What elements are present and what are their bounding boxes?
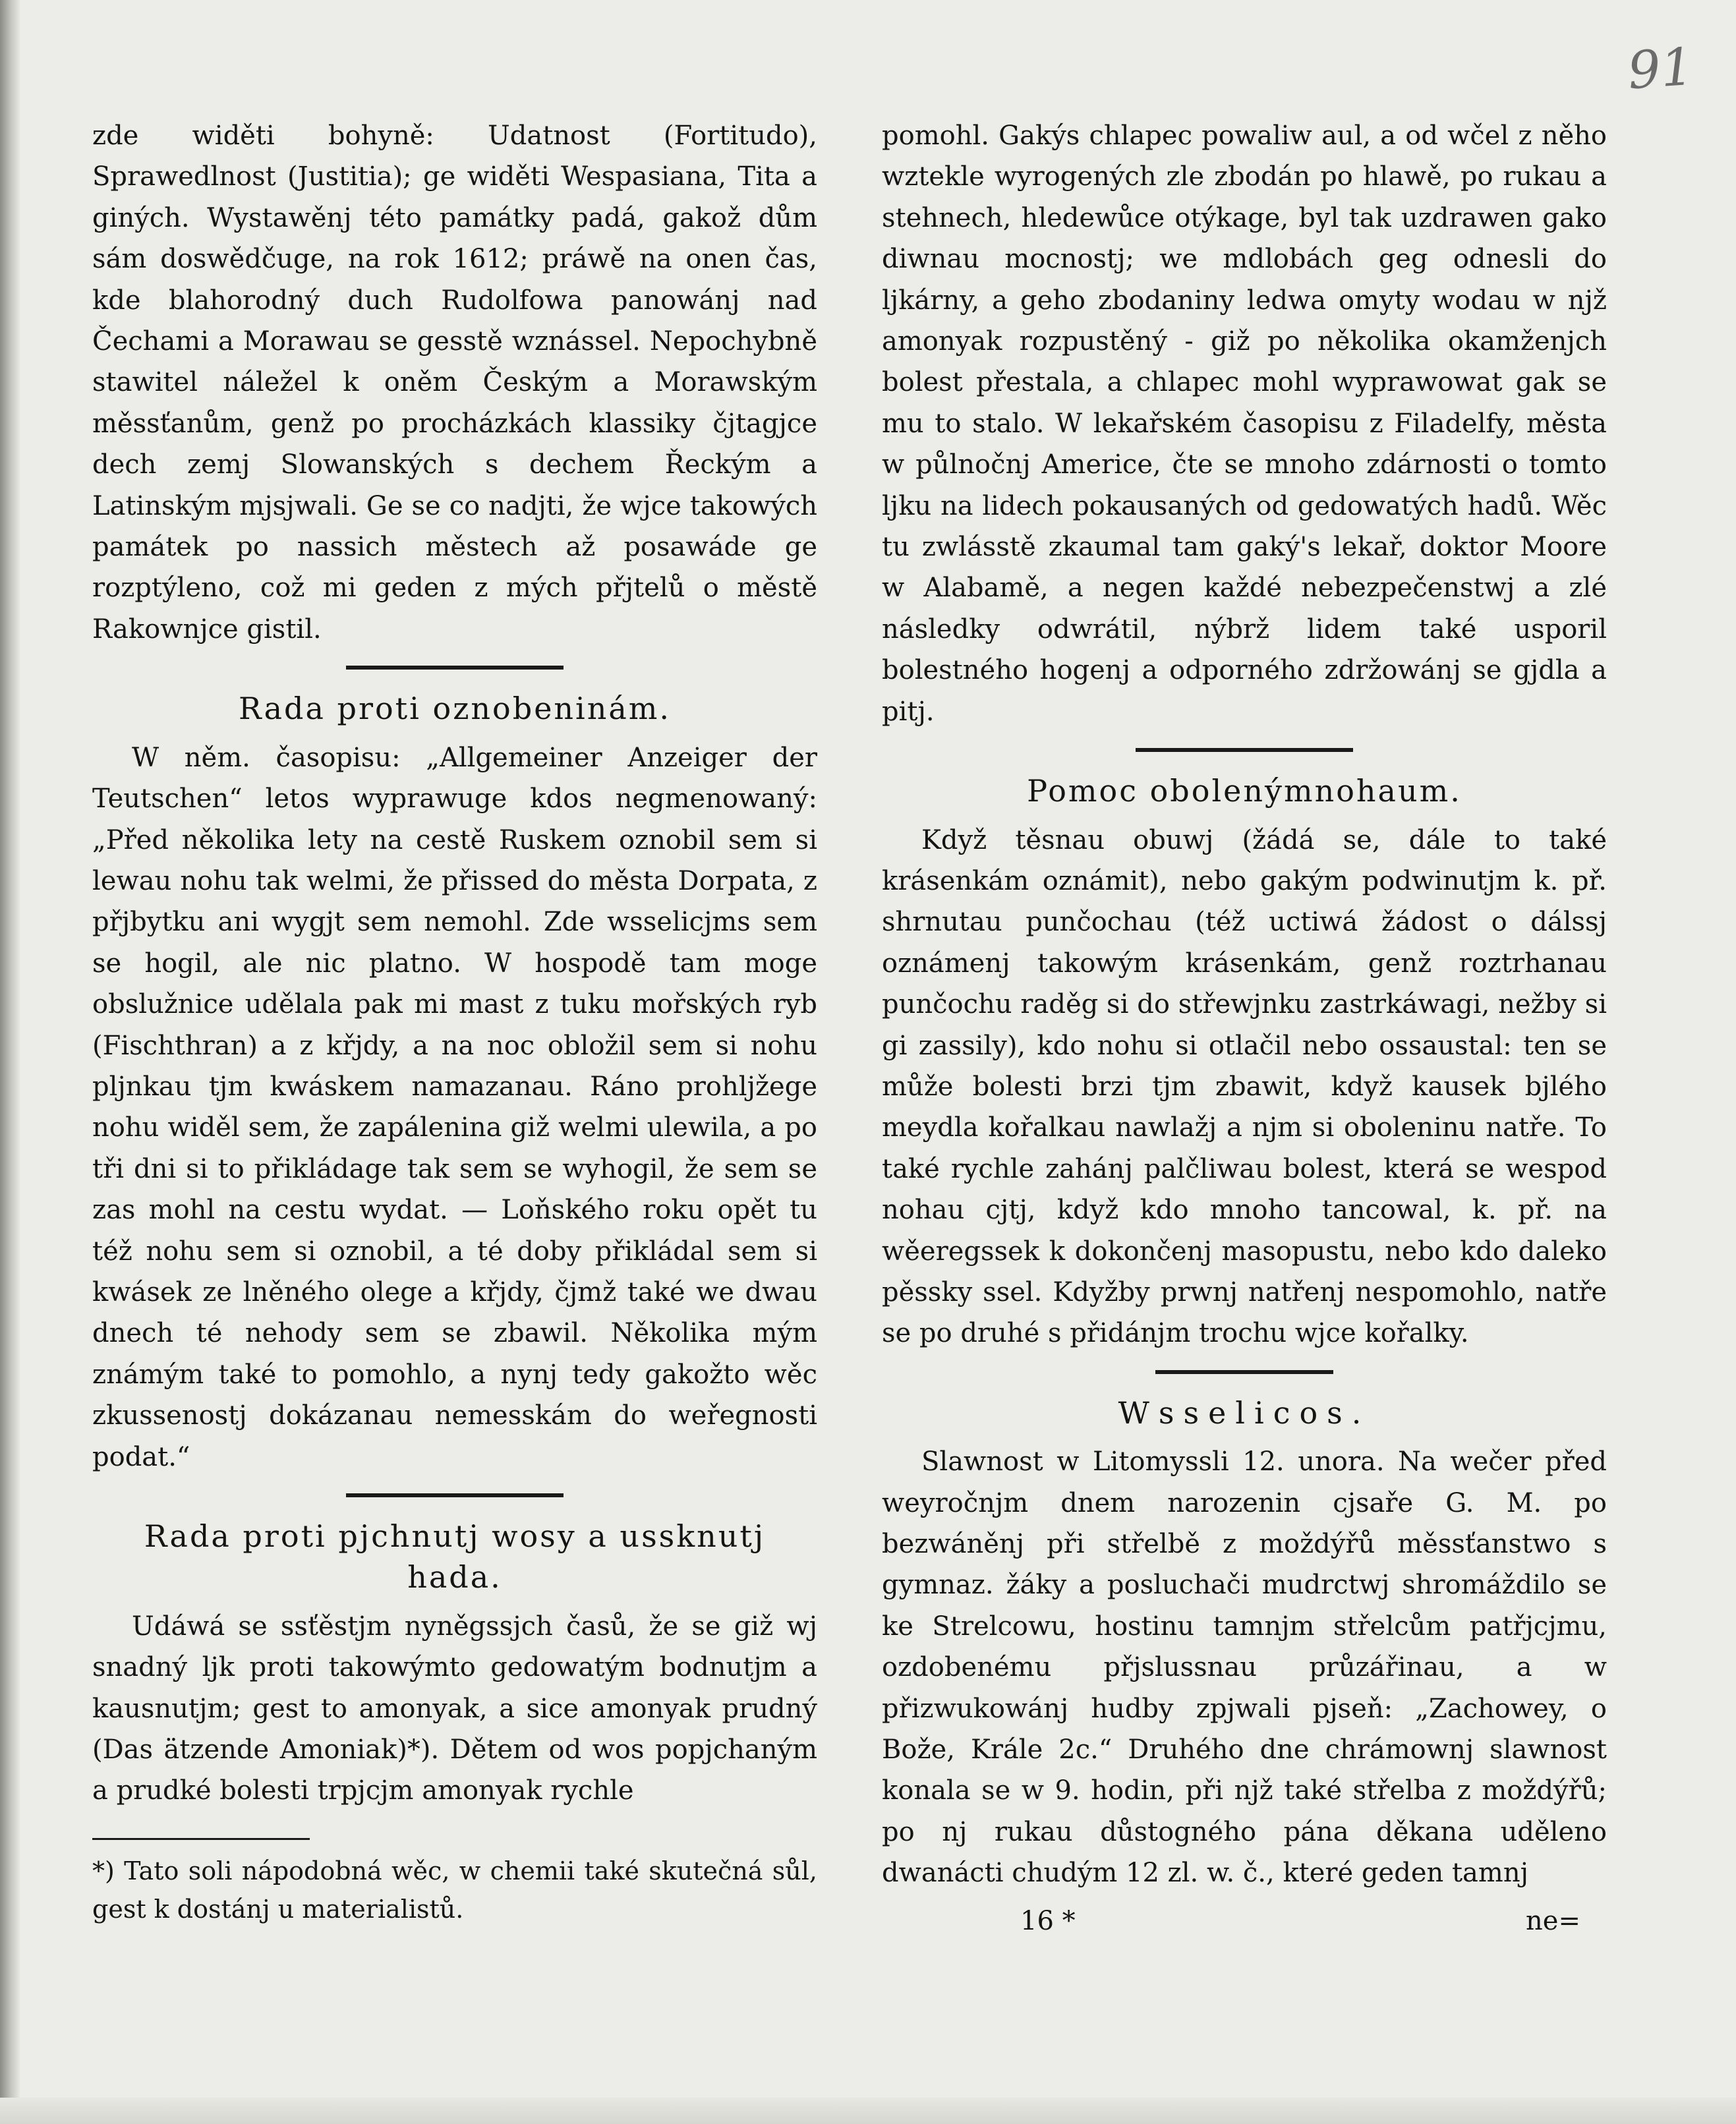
left-column (92, 115, 817, 1928)
footnote-divider (92, 1838, 310, 1840)
page-number: 91 (1625, 37, 1696, 101)
right-column (882, 115, 1607, 1940)
paragraph-litomysl: Slawnost w Litomyssli 12. unora. Na wečer před weyročnjm dnem narozenin cjsaře G. M. po bezwáněnj při střelbě z moždýřů měssťanstwo s gymnaz. žáky a posluchači mudrctwj shromáždilo se ke Strelcowu, hostinu tamnjm střelcům patřjcjmu, ozdobenému přjslussnau průzářinau, a w přizwukowánj hudby zpjwali pjseň: „Zachowey, o Bože, Krále 2c.“ Druhého dne chrámownj slawnost konala se w 9. hodin, při njž také střelba z moždýřů; po nj rukau důstogného pána děkana uděleno dwanácti chudým 12 zl. w. č., které geden tamnj (882, 1447, 1607, 1889)
footnote: *) Tato soli nápodobná wěc, w chemii také skutečná sůl, gest k dostánj u materialistů. (92, 1856, 817, 1924)
section-divider (1155, 1370, 1333, 1374)
heading-sore-feet: Pomoc obolenýmnohaum. (1027, 773, 1462, 809)
section-divider (346, 1493, 564, 1497)
page-bottom-edge (0, 2098, 1736, 2124)
paragraph-frostbite: W něm. časopisu: „Allgemeiner Anzeiger der Teutschen“ letos wyprawuge kdos negmenowaný: „Před několika lety na cestě Ruskem oznobil sem si lewau nohu tak welmi, že přissed do města Dorpata, z přjbytku ani wygjt sem nemohl. Zde wsselicjms sem se hogil, ale nic platno. W hospodě tam moge obslužnice udělala pak mi mast z tuku mořských ryb (Fischthran) a z křjdy, a na noc obložil sem si nohu pljnkau tjm kwáskem namazanau. Ráno prohljžege nohu widěl sem, že zapálenina giž welmi ulewila, a po tři dni si to přikládage tak sem se wyhogil, že sem se zas mohl na cestu wydat. — Loňského roku opět tu též nohu sem si oznobil, a té doby přikládal sem si kwásek ze lněného olege a křjdy, čjmž také we dwau dnech té nehody sem se zbawil. Několika mým známým také to pomohlo, a nynj tedy gakožto wěc zkussenostj dokázanau nemesskám do weřegnosti podat.“ (92, 742, 817, 1472)
section-divider (346, 666, 564, 670)
paragraph-wasp-snake: Udáwá se ssťěstjm nyněgssjch časů, že se giž wj snadný ljk proti takowýmto gedowatým bodnutjm a kausnutjm; gest to amonyak, a sice amonyak prudný (Das ätzende Amoniak)*). Dětem od wos popjchaným a prudké bolesti trpjcjm amonyak rychle (92, 1611, 817, 1806)
printer-signature: 16 * (1020, 1905, 1076, 1936)
page-binding-shadow (0, 0, 20, 2124)
heading-miscellany: Wsselicos. (1118, 1394, 1371, 1431)
paragraph-monument: zde widěti bohyně: Udatnost (Fortitudo), Sprawedlnost (Justitia); ge widěti Wespasiana, Tita a giných. Wystawěnj této památky padá, gakož dům sám doswědčuge, na rok 1612; práwě na onen čas, kde blahorodný duch Rudolfowa panowánj nad Čechami a Morawau se gesstě wznássel. Nepochybně stawitel náležel k oněm Českým a Morawským měssťanům, genž po procházkách klassiky čjtagjce dech zemj Slowanských s dechem Řeckým a Latinským mjsjwali. Ge se co nadjti, že wjce takowých památek po nassich městech až posawáde ge rozptýleno, což mi geden z mých přjtelů o městě Rakownjce gistil. (92, 121, 817, 645)
heading-wasp-snake: Rada proti pjchnutj wosy a ussknutj hada. (144, 1518, 766, 1595)
section-divider (1136, 748, 1353, 752)
heading-frostbite: Rada proti oznobeninám. (238, 691, 672, 727)
page-footer (882, 1901, 1607, 1940)
catchword: ne= (1526, 1905, 1580, 1936)
paragraph-sore-feet: Když těsnau obuwj (žádá se, dále to také krásenkám oznámit), nebo gakým podwinutjm k. př. shrnutau punčochau (též uctiwá žádost o dálssj oznámenj takowým krásenkám, genž roztrhanau punčochu raděg si do střewjnku zastrkáwagi, nežby si gi zassily), kdo nohu si otlačil nebo ossaustal: ten se může bolesti brzi tjm zbawit, když kausek bjlého meydla kořalkau nawlažj a njm si oboleninu natře. To také rychle zahánj palčliwau bolest, která se wespod nohau cjtj, když kdo mnoho tancowal, k. př. na wěeregssek k dokončenj masopustu, nebo kdo daleko pěssky ssel. Kdyžby prwnj natřenj nespomohlo, natře se po druhé s přidánjm trochu wjce kořalky. (882, 824, 1607, 1349)
paragraph-ammonia: pomohl. Gakýs chlapec powaliw aul, a od wčel z něho wztekle wyrogených zle zbodán po hlawě, po rukau a stehnech, hledewůce otýkage, byl tak uzdrawen gako diwnau mocnostj; we mdlobách geg odnesli do ljkárny, a geho zbodaniny ledwa omyty wodau w njž amonyak rozpustěný - giž po několika okamženjch bolest přestala, a chlapec mohl wyprawowat gak se mu to stalo. W lekařském časopisu z Filadelfy, města w půlnočnj Americe, čte se mnoho zdárnosti o tomto ljku na lidech pokausaných od gedowatých hadů. Wěc tu zwlásstě zkaumal tam gaký's lekař, doktor Moore w Alabamě, a negen každé nebezpečenstwj a zlé následky odwrátil, nýbrž lidem také usporil bolestného hogenj a odporného zdržowánj se gjdla a pitj. (882, 121, 1607, 727)
